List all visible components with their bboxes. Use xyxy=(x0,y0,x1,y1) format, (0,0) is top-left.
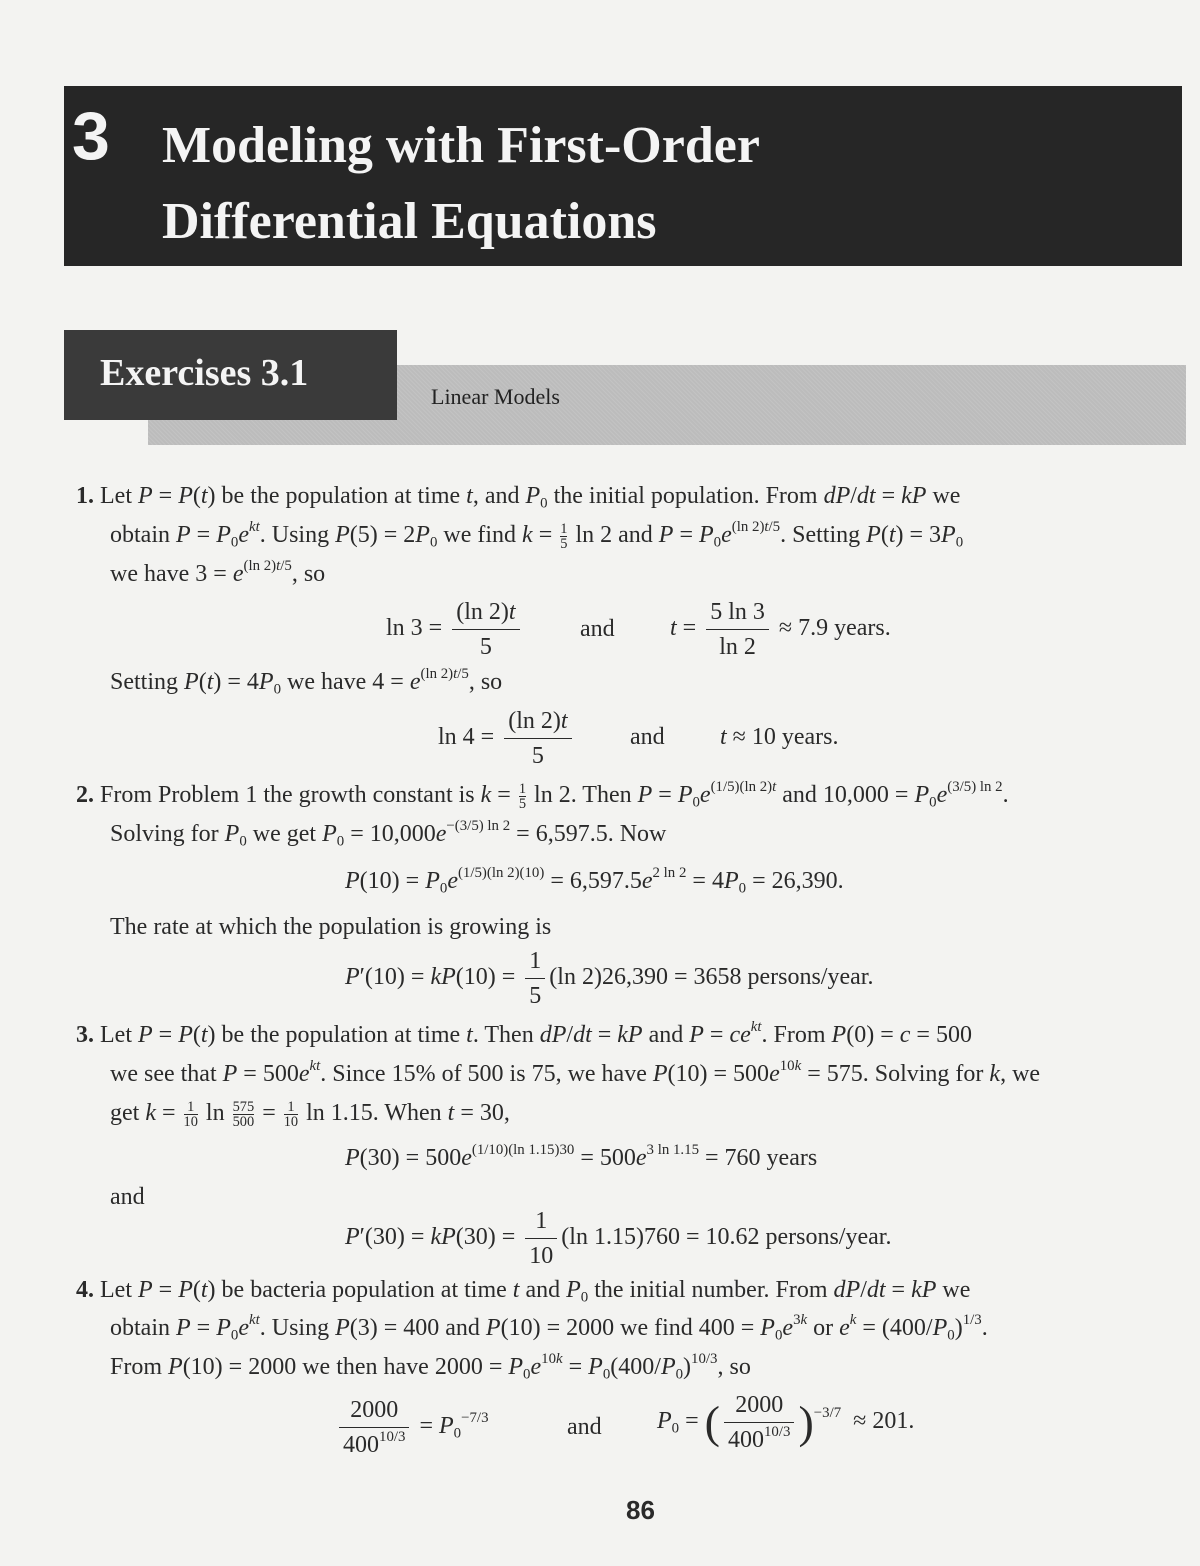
problem-2-line-2: Solving for $P_0$ we get $P_0 = 10,000e^{-(3/5) ln 2} = 6,597.5$. Now xyxy=(110,817,667,850)
problem-4-line-1: 4. Let P = P(t) be bacteria population at time t and $P_0$ the initial number. From dP/dt = kP we xyxy=(76,1277,971,1306)
p1-intro-text xyxy=(0,0,1,1)
problem-4-line-3: From P(10) = 2000 we then have $2000 = P_0e^{10k} = P_0(400/P_0)^{10/3}$, so xyxy=(110,1350,751,1383)
problem-4-equation-1: $\frac{2000}{400^{10/3}}$ = $P_0^{-7/3}$ xyxy=(335,1395,489,1460)
problem-1-line-2: obtain $P = P_0e^{kt}$. Using $P(5) = 2P_0$ we find k = $\frac{1}{5}$ ln 2 and $P = P_0e^{(ln 2)t/5}$. Setting $P(t) = 3P_0$ xyxy=(110,518,964,552)
problem-1-equation-2: t = $\frac{5 \ln 3}{\ln 2}$ ≈ 7.9 years. xyxy=(670,599,891,660)
section-header-box xyxy=(64,330,397,420)
problem-1-line-1: 1. Let P = P(t) be the population at time t, and $P_0$ the initial population. From dP/dt = kP we xyxy=(76,483,961,512)
problem-2-equation-1: $P(10) = P_0e^{(1/5)(ln 2)(10)} = 6,597.5e^{2 ln 2} = 4P_0 = 26,390$. xyxy=(345,864,844,897)
chapter-title-line-2: Differential Equations xyxy=(162,193,657,250)
section-subtitle: Linear Models xyxy=(431,384,560,409)
chapter-banner xyxy=(64,86,1182,266)
problem-3-line-2: we see that $P = 500e^{kt}$. Since 15% of 500 is 75, we have $P(10) = 500e^{10k} = 575$. Solving for k, we xyxy=(110,1057,1041,1087)
problem-4-and: and xyxy=(567,1414,602,1440)
problem-1-line-3: we have $3 = e^{(ln 2)t/5}$, so xyxy=(110,557,326,587)
problem-3-line-3: get k = $\frac{1}{10}$ ln $\frac{575}{500}$ = $\frac{1}{10}$ ln 1.15. When t = 30, xyxy=(110,1098,510,1130)
section-title: Exercises 3.1 xyxy=(100,352,309,394)
problem-number: 1. xyxy=(76,483,94,509)
problem-4-line-2: obtain $P = P_0e^{kt}$. Using P(3) = 400 and P(10) = 2000 we find $400 = P_0e^{3k}$ or $e^k = (400/P_0)^{1/3}$. xyxy=(110,1311,988,1344)
problem-3-equation-2: P′(30) = kP(30) = $\frac{1}{10}$ (ln 1.15)760 = 10.62 persons/year. xyxy=(345,1208,892,1269)
problem-1-equation-1: ln 3 = $\frac{(\ln 2)t}{5}$ xyxy=(386,597,524,662)
problem-1-and-2: and xyxy=(630,724,665,750)
chapter-number: 3 xyxy=(72,98,110,174)
problem-1-and-1: and xyxy=(580,616,615,642)
problem-1-equation-3: ln 4 = $\frac{(\ln 2)t}{5}$ xyxy=(438,706,576,771)
problem-number: 3. xyxy=(76,1022,94,1048)
problem-number: 2. xyxy=(76,782,94,808)
problem-3-and: and xyxy=(110,1184,145,1210)
problem-3-line-1: 3. Let P = P(t) be the population at time t. Then dP/dt = kP and $P = ce^{kt}$. From P(0) = c = 500 xyxy=(76,1018,972,1048)
page-number: 86 xyxy=(626,1495,655,1525)
problem-1-line-4: Setting $P(t) = 4P_0$ we have $4 = e^{(ln 2)t/5}$, so xyxy=(110,665,503,698)
problem-4-equation-2: $P_0$ = ( $\frac{2000}{400^{10/3}}$ )$^{-3/7}$ ≈ 201. xyxy=(657,1392,915,1453)
plain-text-mirror xyxy=(0,0,1,1)
problem-2-equation-2: P′(10) = kP(10) = $\frac{1}{5}$ (ln 2)26,390 = 3658 persons/year. xyxy=(345,948,874,1009)
problem-2-line-3: The rate at which the population is growing is xyxy=(110,914,552,940)
chapter-title-line-1: Modeling with First-Order xyxy=(162,117,760,174)
problem-1-equation-4: t ≈ 10 years. xyxy=(720,724,839,750)
problem-number: 4. xyxy=(76,1277,94,1303)
problem-3-equation-1: $P(30) = 500e^{(1/10)(ln 1.15)30} = 500e^{3 ln 1.15} = 760$ years xyxy=(345,1141,818,1171)
problem-2-line-1: 2. From Problem 1 the growth constant is k = $\frac{1}{5}$ ln 2. Then $P = P_0e^{(1/5)(ln 2)t}$ and $10,000 = P_0e^{(3/5) ln 2}$. xyxy=(76,778,1009,812)
